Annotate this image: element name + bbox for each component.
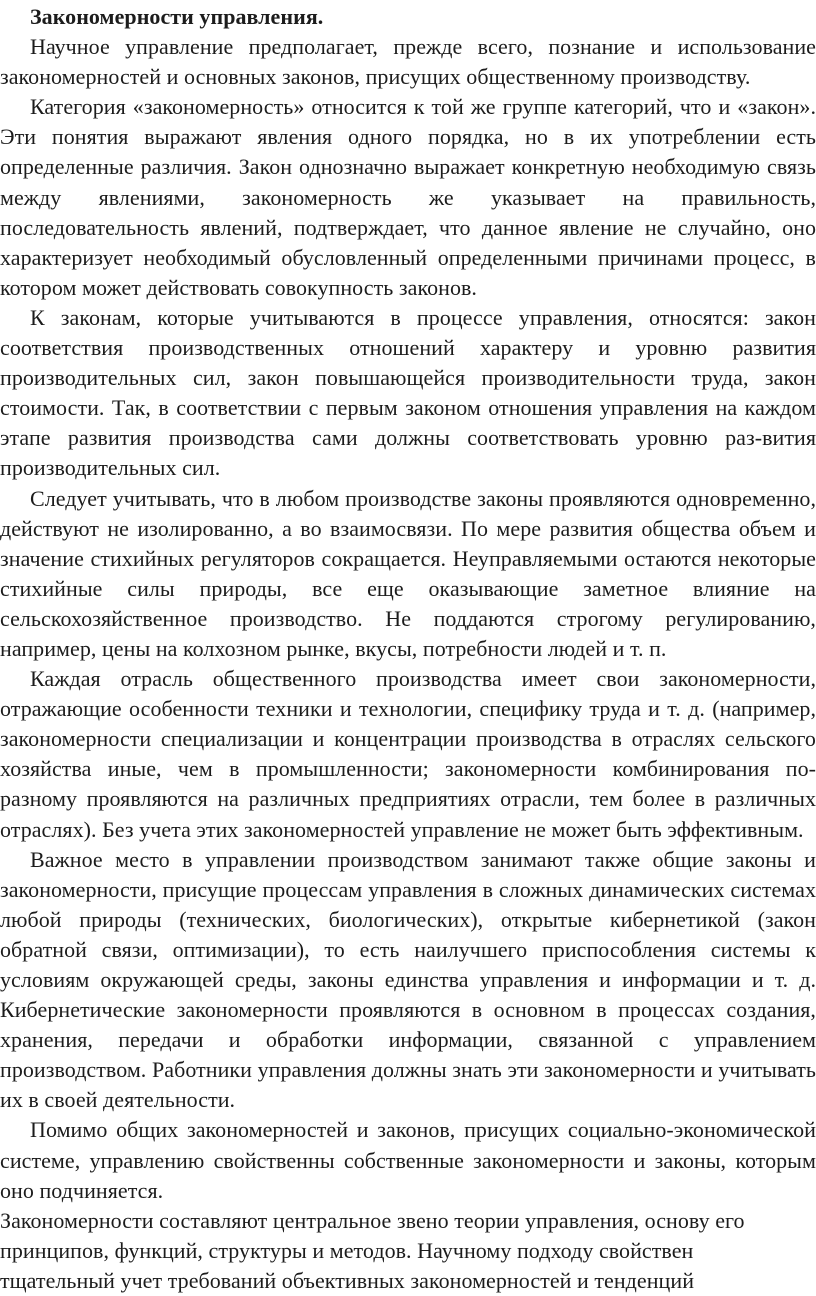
- paragraph-8: Закономерности составляют центральное звено теории управления, основу его принципов, функций, структуры и методов. Научному подходу свойствен тщательный учет требований объективных закономерностей и тенденций: [0, 1207, 745, 1293]
- paragraph-6: Важное место в управлении производством занимают также общие законы и закономерности, присущие процессам управления в сложных динамических системах любой природы (технических, биологических), открытые кибернетикой (закон обратной связи, оптимизации), то есть наилучшего приспособления системы к условиям окружающей среды, законы единства управления и информации и т. д. Кибернетические закономерности проявляются в основном в процессах создания, хранения, передачи и обработки информации, связанной с управлением производством. Работники управления должны знать эти закономерности и учитывать их в своей деятельности.: [0, 846, 816, 1113]
- paragraph-5: Каждая отрасль общественного производства имеет свои закономерности, отражающие особенности техники и технологии, специфику труда и т. д. (например, закономерности специализации и концентрации производства в отраслях сельского хозяйства иные, чем в промышленности; закономерности комбинирования по-разному проявляются на различных предприятиях отрасли, тем более в различных отраслях). Без учета этих закономерностей управление не может быть эффективным.: [0, 666, 816, 842]
- paragraph-4: Следует учитывать, что в любом производстве законы проявляются одновременно, действуют не изолированно, а во взаимосвязи. По мере развития общества объем и значение стихийных регуляторов сокращается. Неуправляемыми остаются некоторые стихийные силы природы, все еще оказывающие заметное влияние на сельскохозяйственное производство. Не поддаются строгому регулированию, например, цены на колхозном рынке, вкусы, потребности людей и т. п.: [0, 485, 816, 661]
- paragraph-2: Категория «закономерность» относится к той же группе категорий, что и «закон». Эти понятия выражают явления одного порядка, но в их употреблении есть определенные различия. Закон однозначно выражает конкретную необходимую связь между явлениями, закономерность же указывает на правильность, последовательность явлений, подтверждает, что данное явление не случайно, оно характеризует необходимый обусловленный определенными причинами процесс, в котором может действовать совокупность законов.: [0, 94, 816, 300]
- paragraph-1: Научное управление предполагает, прежде всего, познание и использование закономерностей и основных законов, присущих общественному производству.: [0, 34, 816, 90]
- paragraph-3: К законам, которые учитываются в процессе управления, относятся: закон соответствия производственных отношений характеру и уровню развития производительных сил, закон повышающейся производительности труда, закон стоимости. Так, в соответствии с первым законом отношения управления на каждом этапе развития производства сами должны соответствовать уровню раз-вития производительных сил.: [0, 304, 816, 481]
- section-title: Закономерности управления.: [30, 4, 324, 29]
- paragraph-7: Помимо общих закономерностей и законов, присущих социально-экономической системе, управлению свойственны собственные закономерности и законы, которым оно подчиняется.: [0, 1117, 816, 1203]
